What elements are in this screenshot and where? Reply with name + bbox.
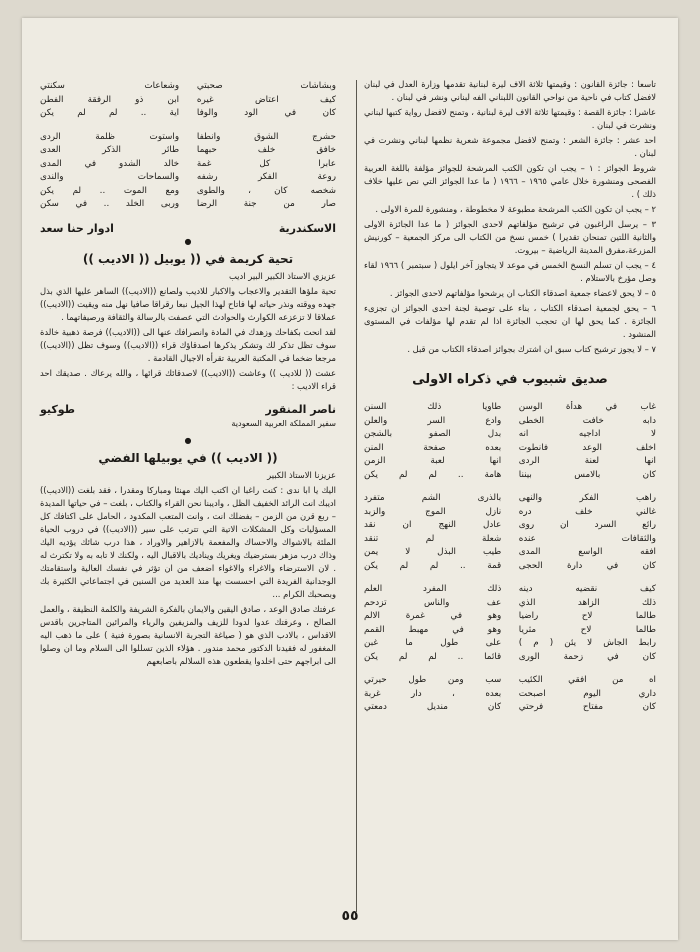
poem-line: ومع الموت .. لم يكن (40, 185, 180, 196)
poem-line: وربى الخلد .. في سكن (40, 199, 180, 209)
poem-second-hemistichs (364, 401, 501, 482)
poem-line: بالذرى الشم متفرد (364, 493, 502, 503)
author-name: ادوار حنا سعد (40, 221, 114, 235)
poem-line: داري اليوم اصبحت (518, 688, 656, 699)
poem-stanza (364, 674, 656, 715)
poem-line: واستوت ظلمة الردى (40, 131, 180, 142)
poem-line: بعده صفحة المنن (364, 442, 502, 453)
paragraph: عرفتك صادق الوعد ، صادق اليقين والايمان بالفكرة الشريفة والكلمة النظيفة ، والعمل الصالح ، وعرفتك عدوا لدودا للزيف والمزيفين والرياء والمرائين المتاجرين باقدس الاقداس ، بالادب الذي هو ( صياغة التجربة الانسانية بصورة فنية ) على ما ذهب اليه المغفور له فقيدنا الدكتور محمد مندور . هؤلاء الذين تسللوا الى السلام وما ان وصلوا الى ابراجهم حتى اخلدوا يقطعون هذه السلالم باصابعهم (40, 603, 336, 666)
separator-dot: ● (184, 236, 192, 246)
author-title: سفير المملكة العربية السعودية (231, 417, 336, 428)
poem-line: والثقافات عنده (518, 533, 656, 544)
poem-line: عابرا كل غمة (196, 158, 336, 169)
poem-second-hemistichs (40, 131, 179, 212)
poem-line: قائما .. لم لم يكن (364, 651, 502, 662)
poem-line: لا اداجيه انه (518, 429, 656, 439)
poem-first-hemistichs (197, 131, 336, 212)
poem-line: ابن ذو الرفقة الفطن (40, 94, 180, 105)
poem-line: انها لعبة الزمن (364, 456, 502, 466)
paragraph: تاسعا : جائزة القانون : وقيمتها ثلاثة الاف ليرة لبنانية تقدمها وزارة العدل في لبنان لافضل كتاب في ناحية من نواحي القانون اللبناني الفه لبناني ونشر في لبنان . (364, 79, 656, 102)
poem-line: قمة .. لم لم يكن (364, 560, 502, 571)
poem-line: طالما لاح مثريا (518, 624, 656, 635)
poem-second-hemistichs (364, 674, 501, 715)
poem-line: شخصه كان ، والطوى (196, 185, 336, 196)
poem-second-hemistichs (364, 492, 501, 573)
poem-title: صديق شبيوب في ذكراه الاولى (412, 372, 608, 387)
poem-line: روعة الفكر رشفه (196, 172, 336, 182)
paragraph: ٣ – يرسل الراغبون في ترشيح مؤلفاتهم لاحدى الجوائز ( ما عدا الجائزة الاولى والثانية اللتين تمنحان تقديرا ) خمس نسخ من الكتاب الى مركز الجمعية – كورنيش المزرعة،مفرق المدينة الرياضية – بيروت. (364, 219, 656, 255)
poem-line: راهب الفكر والنهى (518, 493, 656, 503)
page-number: ٥٥ (341, 908, 359, 924)
poem-first-hemistichs (197, 80, 336, 121)
poem-line: وادع السر والعلن (364, 415, 502, 426)
poem-line: والسماحات والندى (40, 172, 180, 182)
poem-line: ذلك المفرد العلم (364, 584, 502, 594)
paragraph: شروط الجوائز : ١ – يجب ان تكون الكتب المرشحة للجوائز مؤلفة باللغة العربية الفصحى ومنشورة خلال عامي ١٩٦٥ – ١٩٦٦ ( ما عدا الجوائز التي نص عليها خلاف ذلك ) . (364, 163, 656, 199)
paragraph: عاشرا : جائزة القصة : وقيمتها ثلاثة الاف ليرة لبنانية ، وتمنح لافضل رواية كتبها لبناني ونشرت في لبنان . (364, 107, 656, 130)
poem-line: بدل الصفو بالشجن (364, 429, 502, 439)
letter-title: تحية كريمة في (( يوبيل (( الاديب )) (82, 251, 294, 266)
poem-stanza (364, 492, 656, 573)
poem-second-hemistichs (364, 583, 501, 664)
poem-line: طاويا ذلك السنن (364, 402, 502, 412)
author-name: ناصر المنقور (265, 402, 336, 416)
letter-byline (40, 403, 336, 416)
poem-line: سب ومن طول حيرتي (364, 675, 502, 685)
letter-title: (( الاديب )) في يوبيلها الفضي (98, 450, 278, 465)
place-name: الاسكندرية (278, 221, 336, 235)
poem-line: عادل النهج ان نقد (364, 520, 502, 530)
poem-line: حشرج الشوق وانطفا (196, 131, 336, 142)
poem-line: كان في دارة الحجى (518, 560, 656, 571)
poem-line: اخلف الوعد فانطوت (518, 442, 656, 453)
poem-line: على طول ما غبن (364, 638, 502, 648)
poem-line: وهو في غمرة الالم (364, 611, 502, 621)
magazine-page (22, 18, 678, 940)
paragraph: عزيزي الاستاذ الكبير البير اديب (228, 270, 336, 281)
poem-line: كان بالامس بيننا (518, 469, 656, 480)
poem-line: شعلة لم تنقد (364, 533, 502, 544)
paragraph: ٦ – يحق لجمعية اصدقاء الكتاب ، بناء على توصية لجنة احدى الجوائز ان تجزىء الجائزة . كما يحق لها ان تحجب الجائزة اذا لم تقدم لها مؤلفات في المستوى المنشود . (364, 303, 656, 339)
poem-line: كان منديل دمعتي (364, 702, 502, 712)
poem-line: كان مفتاح فرحتي (518, 702, 656, 712)
poem-line: كيف اعتاض غيره (196, 94, 336, 105)
poem-line: كيف نقضيه دينه (518, 584, 656, 594)
right-column (364, 78, 656, 725)
paragraph: اليك يا ابا ندى : كنت راغبا ان اكتب اليك مهنئا ومباركا ومقدرا ، فقد بلغت ((الاديب)) اديبك انت الرائد الخفيف الظل ، واديبنا نحن القراء والكتاب ، بلغت – في حياتها المديدة – ربع قرن من الزمن – بفضلك انت ، وانت المتعب المكدود ، الحامل على اكتافك كل المسؤليات وكل المشكلات الاتية التي تترتب على سير ((الاديب)) في دروب الحياة الملئة بالاشواك والاحساك والمفعمة بالازاهير والاوراد ، هذا درب شائك يؤديه اليك وذاك درب مزهر بسترضيك ويغريك ويناديك بالاقبال اليه ، ولكنك لا تابه به ولا تكترث له . لان الاسترضاء والاغراء والاغواء اضعف من ان تؤثر في نفسك العالية واستقامتك الوجدانية الفريدة التي احسست بها منذ العديد من السنين في اجتماعاتي الكثيرة بك وبصحبك الكرام ... (40, 484, 336, 599)
paragraph: تحية ملؤها التقدير والاعجاب والاكبار للاديب ولصانع ((الاديب)) الساهر عليها الذي بذل جهده ووقته ونذر حياته لها فاتاح لهذا الجيل نبعا رقراقا صافيا نهل منه ويقيت ((الاديب)) عملاقا لا تزعزعه الكوارث والحوادث التي عصفت بالرسالة والثقافة ورصيفاتهما . (40, 285, 336, 322)
place-name: طوكيو (40, 402, 76, 416)
separator-dot: ● (184, 435, 192, 445)
poem-line: غالني خلف دره (518, 506, 656, 517)
column-divider (356, 80, 357, 912)
poem-line: اية .. لم لم يكن (40, 108, 180, 118)
paragraph: ٢ – يجب ان تكون الكتب المرشحة مطبوعة لا مخطوطة ، ومنشورة للمرة الاولى . (375, 204, 656, 214)
poem-stanza (40, 80, 336, 121)
paragraph: عزيزنا الاستاذ الكبير (267, 469, 336, 480)
poem-line: رابط الجاش لا يئن ( م ) (518, 638, 656, 648)
poem-line: خافق خلف حبهما (196, 145, 336, 155)
prize-conditions-text (364, 78, 656, 356)
poem-line: انها لعنة الردى (518, 456, 656, 466)
paragraph: لقد انحت بكفاحك وزهدك في المادة وانصرافك عنها الى ((الاديب)) فرصة ذهبية خالدة سوف تظل تذكر لك وتشكر يذكرها اصدقاؤك قراء ((الاديب)) وسوف تظل ((الاديب)) مرجعا ضخما في المكتبة العربية تقرأه الاجيال القادمة . (40, 326, 336, 363)
left-column (40, 78, 336, 670)
poem-stanza (364, 583, 656, 664)
poem-line: افقه الواسع المدى (518, 547, 656, 557)
poem-second-hemistichs (40, 80, 179, 121)
paragraph: ٤ – يجب ان تسلم النسخ الخمس في موعد لا يتجاوز آخر ايلول ( سبتمبر ) ١٩٦٦ لقاء وصل مؤرخ بالاستلام . (364, 260, 656, 283)
poem-line: وبشاشات صحبتي (196, 81, 336, 91)
poem-line: نازل الموج والزبد (364, 506, 502, 517)
poem-stanza (40, 131, 336, 212)
poem-line: غاب في هدأة الوسن (518, 402, 656, 412)
poem-line: طيب البذل لا يمن (364, 547, 502, 557)
poem-line: هامة .. لم لم يكن (364, 469, 502, 480)
paragraph: ٧ – لا يجوز ترشيح كتاب سبق ان اشترك بجوائز اصدقاء الكتاب من قبل . (407, 344, 656, 354)
poem-line: خالد الشدو في المدى (40, 158, 180, 169)
paragraph: عشت (( للاديب )) وعاشت ((الاديب)) لاصدقائك قرائها ، والله يرعاك . صديقك احد قراء الاديب : (40, 367, 336, 391)
poem-first-hemistichs (519, 583, 656, 664)
poem-line: كان في زحمة الورى (518, 651, 656, 662)
poem-line: بعده ، دار غربة (364, 688, 502, 699)
poem-line: صار من جنة الرضا (196, 199, 336, 209)
poem-first-hemistichs (519, 492, 656, 573)
poem-line: وشعاعات سكنتي (40, 81, 180, 91)
poem-line: طالما لاح راضيا (518, 611, 656, 621)
poem-first-hemistichs (519, 401, 656, 482)
poem-line: وهو في مهبط القمم (364, 624, 502, 635)
paragraph: ٥ – لا يحق لاعضاء جمعية اصدقاء الكتاب ان يرشحوا مؤلفاتهم لاحدى الجوائز . (389, 288, 656, 298)
poem-line: رائع السرد ان روى (518, 520, 656, 530)
poem-line: عف والناس تزدحم (364, 597, 502, 608)
poem-first-hemistichs (519, 674, 656, 715)
poem-line: طائر الذكر العدى (40, 145, 180, 155)
poem-line: ذلك الزاهد الذي (518, 597, 656, 608)
paragraph: احد عشر : جائزة الشعر : وتمنح لافضل مجموعة شعرية نظمها لبناني ونشرت في لبنان . (364, 135, 656, 158)
poem-line: اه من افقي الكئيب (518, 675, 656, 685)
poem-line: كان في الود والوفا (196, 108, 336, 118)
poem-line: دابه خافت الخطى (518, 415, 656, 426)
poem-stanza (364, 401, 656, 482)
poem-byline (40, 222, 336, 235)
